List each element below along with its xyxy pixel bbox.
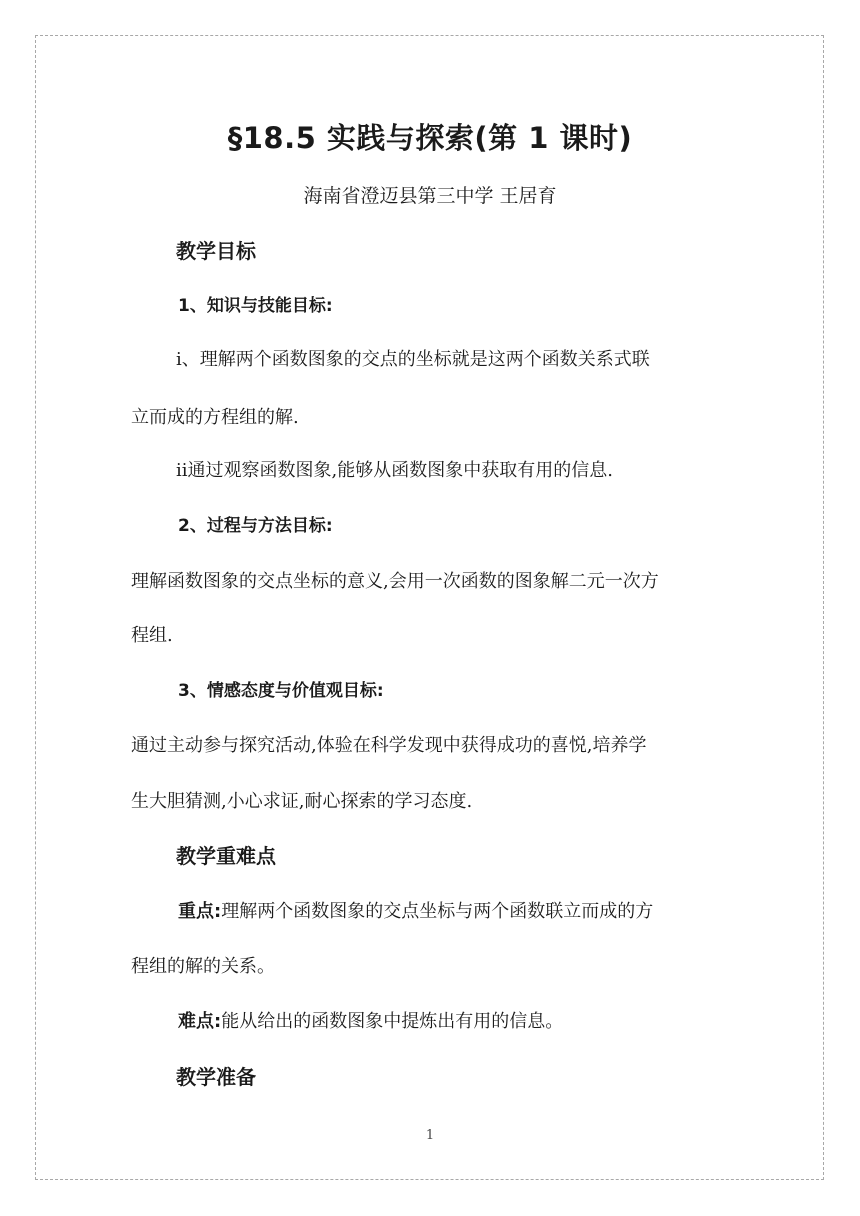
key-point-label: 重点: [178, 901, 222, 922]
document-title: §18.5 实践与探索(第 1 课时) [227, 121, 633, 155]
knowledge-item-i-line1: ⅰ、理解两个函数图象的交点的坐标就是这两个函数关系式联 [176, 349, 650, 370]
key-point-line2: 程组的解的关系。 [131, 956, 275, 977]
knowledge-heading: 1、知识与技能目标: [178, 296, 333, 316]
process-text-line1: 理解函数图象的交点坐标的意义,会用一次函数的图象解二元一次方 [131, 571, 659, 592]
key-point-text: 理解两个函数图象的交点坐标与两个函数联立而成的方 [221, 901, 654, 922]
knowledge-item-i-line2: 立而成的方程组的解. [131, 407, 299, 428]
knowledge-item-ii: ⅱ通过观察函数图象,能够从函数图象中获取有用的信息. [176, 460, 613, 481]
objectives-heading: 教学目标 [176, 239, 256, 263]
process-heading: 2、过程与方法目标: [178, 516, 333, 536]
page-number: 1 [425, 1128, 435, 1143]
emotion-text-line1: 通过主动参与探究活动,体验在科学发现中获得成功的喜悦,培养学 [131, 735, 647, 756]
difficulty-text: 能从给出的函数图象中提炼出有用的信息。 [221, 1011, 564, 1032]
key-points-heading: 教学重难点 [176, 844, 276, 868]
preparation-heading: 教学准备 [176, 1065, 256, 1089]
process-text-line2: 程组. [131, 625, 173, 646]
emotion-text-line2: 生大胆猜测,小心求证,耐心探索的学习态度. [131, 791, 473, 812]
difficulty-line [178, 1010, 563, 1034]
key-point-line1 [178, 900, 653, 924]
author-line: 海南省澄迈县第三中学 王居育 [303, 185, 557, 207]
difficulty-label: 难点: [178, 1011, 222, 1032]
emotion-heading: 3、情感态度与价值观目标: [178, 681, 384, 701]
